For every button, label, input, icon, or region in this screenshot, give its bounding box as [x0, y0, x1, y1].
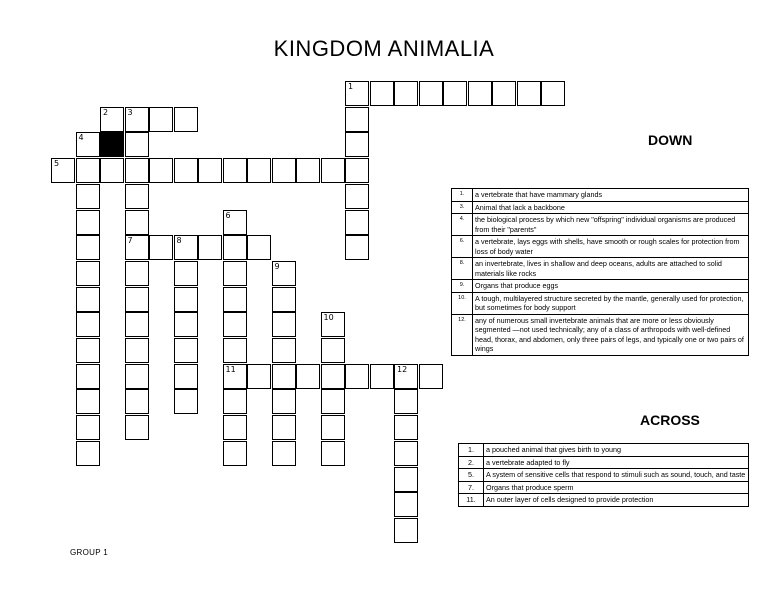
crossword-cell[interactable] — [174, 107, 198, 132]
crossword-cell[interactable] — [492, 81, 516, 106]
down-clue-row — [452, 201, 749, 214]
across-clue-number: 2. — [459, 456, 484, 469]
down-clue-text: A tough, multilayered structure secreted by the mantle, generally used for protection, but sometimes for body support — [473, 292, 749, 314]
crossword-cell[interactable] — [223, 441, 247, 466]
crossword-cell[interactable] — [419, 364, 443, 389]
crossword-cell[interactable] — [272, 312, 296, 337]
across-clue-row — [459, 444, 749, 457]
crossword-cell[interactable] — [76, 338, 100, 363]
down-heading: DOWN — [648, 132, 693, 148]
crossword-cell[interactable] — [272, 441, 296, 466]
crossword-cell[interactable] — [247, 158, 271, 183]
cell-number: 8 — [176, 236, 182, 246]
crossword-cell[interactable] — [223, 158, 247, 183]
crossword-cell[interactable] — [443, 81, 467, 106]
crossword-cell[interactable] — [76, 287, 100, 312]
crossword-cell[interactable] — [76, 441, 100, 466]
black-cell — [100, 132, 124, 157]
crossword-cell[interactable] — [76, 132, 100, 157]
crossword-cell[interactable] — [223, 287, 247, 312]
across-clue-row — [459, 456, 749, 469]
crossword-cell[interactable] — [296, 158, 320, 183]
crossword-cell[interactable] — [174, 287, 198, 312]
crossword-cell[interactable] — [76, 389, 100, 414]
down-clue-number: 8. — [452, 258, 473, 280]
crossword-cell[interactable] — [174, 364, 198, 389]
page-title: KINGDOM ANIMALIA — [273, 36, 495, 61]
down-clue-number: 12. — [452, 314, 473, 355]
crossword-cell[interactable] — [125, 132, 149, 157]
crossword-cell[interactable] — [345, 364, 369, 389]
crossword-cell[interactable] — [321, 389, 345, 414]
cell-number: 9 — [274, 261, 280, 271]
crossword-cell[interactable] — [76, 261, 100, 286]
crossword-cell[interactable] — [394, 518, 418, 543]
across-clue-text: a pouched animal that gives birth to young — [484, 444, 749, 457]
cell-number: 10 — [323, 313, 334, 323]
crossword-cell[interactable] — [370, 81, 394, 106]
crossword-cell[interactable] — [272, 287, 296, 312]
crossword-cell[interactable] — [125, 415, 149, 440]
down-clue-number: 10. — [452, 292, 473, 314]
crossword-cell[interactable] — [51, 158, 75, 183]
down-clue-text: the biological process by which new "offspring" individual organisms are produced from their "parents" — [473, 214, 749, 236]
down-clue-row — [452, 214, 749, 236]
cell-number: 7 — [127, 236, 133, 246]
group-label: GROUP 1 — [70, 548, 108, 557]
crossword-cell[interactable] — [272, 415, 296, 440]
crossword-cell[interactable] — [198, 235, 222, 260]
crossword-cell[interactable] — [174, 312, 198, 337]
crossword-cell[interactable] — [223, 261, 247, 286]
crossword-cell[interactable] — [223, 312, 247, 337]
crossword-cell[interactable] — [223, 364, 247, 389]
crossword-cell[interactable] — [125, 235, 149, 260]
crossword-cell[interactable] — [125, 210, 149, 235]
crossword-cell[interactable] — [149, 158, 173, 183]
crossword-cell[interactable] — [468, 81, 492, 106]
crossword-cell[interactable] — [174, 261, 198, 286]
crossword-cell[interactable] — [321, 312, 345, 337]
crossword-cell[interactable] — [321, 364, 345, 389]
crossword-cell[interactable] — [272, 364, 296, 389]
down-clue-number: 3. — [452, 201, 473, 214]
crossword-cell[interactable] — [125, 184, 149, 209]
crossword-cell[interactable] — [296, 364, 320, 389]
crossword-cell[interactable] — [125, 107, 149, 132]
crossword-cell[interactable] — [174, 235, 198, 260]
crossword-cell[interactable] — [149, 107, 173, 132]
across-clue-number: 5. — [459, 469, 484, 482]
crossword-cell[interactable] — [247, 364, 271, 389]
crossword-cell[interactable] — [345, 184, 369, 209]
crossword-cell[interactable] — [321, 441, 345, 466]
down-clue-text: an invertebrate, lives in shallow and deep oceans, adults are attached to solid materials like rocks — [473, 258, 749, 280]
across-clue-row — [459, 481, 749, 494]
crossword-cell[interactable] — [76, 158, 100, 183]
crossword-cell[interactable] — [125, 389, 149, 414]
crossword-cell[interactable] — [125, 287, 149, 312]
down-clue-number: 4. — [452, 214, 473, 236]
down-clue-row — [452, 258, 749, 280]
crossword-cell[interactable] — [394, 415, 418, 440]
crossword-cell[interactable] — [370, 364, 394, 389]
crossword-cell[interactable] — [76, 312, 100, 337]
crossword-cell[interactable] — [517, 81, 541, 106]
crossword-cell[interactable] — [419, 81, 443, 106]
crossword-cell[interactable] — [125, 312, 149, 337]
crossword-cell[interactable] — [345, 210, 369, 235]
across-clue-text: An outer layer of cells designed to provide protection — [484, 494, 749, 507]
cell-number: 2 — [103, 107, 109, 117]
crossword-cell[interactable] — [174, 389, 198, 414]
crossword-cell[interactable] — [223, 415, 247, 440]
down-clue-row — [452, 236, 749, 258]
down-clue-text: a vertebrate, lays eggs with shells, have smooth or rough scales for protection from loss of body water — [473, 236, 749, 258]
crossword-cell[interactable] — [394, 81, 418, 106]
crossword-cell[interactable] — [394, 492, 418, 517]
down-clue-row — [452, 314, 749, 355]
crossword-cell[interactable] — [394, 389, 418, 414]
crossword-cell[interactable] — [76, 235, 100, 260]
cell-number: 1 — [348, 82, 354, 91]
across-clue-number: 1. — [459, 444, 484, 457]
down-clue-row — [452, 189, 749, 202]
crossword-cell[interactable] — [394, 467, 418, 492]
down-clue-number: 1. — [452, 189, 473, 202]
crossword-cell[interactable] — [125, 364, 149, 389]
down-clue-text: any of numerous small invertebrate animals that are more or less obviously segmented —not used technically; any of a class of arthropods with well-defined head, thorax, and abdomen, only three pairs of legs, and typically one or two pairs of wings — [473, 314, 749, 355]
crossword-cell[interactable] — [345, 81, 369, 106]
crossword-cell[interactable] — [345, 132, 369, 157]
crossword-cell[interactable] — [394, 364, 418, 389]
cell-number: 5 — [54, 159, 60, 169]
crossword-cell[interactable] — [223, 235, 247, 260]
crossword-cell[interactable] — [125, 261, 149, 286]
crossword-cell[interactable] — [125, 338, 149, 363]
cell-number: 3 — [127, 107, 133, 117]
crossword-cell[interactable] — [76, 415, 100, 440]
down-clue-text: Animal that lack a backbone — [473, 201, 749, 214]
cell-number: 4 — [78, 133, 84, 143]
down-clue-row — [452, 292, 749, 314]
crossword-cell[interactable] — [345, 235, 369, 260]
crossword-cell[interactable] — [223, 210, 247, 235]
crossword-cell[interactable] — [272, 261, 296, 286]
down-clue-row — [452, 280, 749, 293]
crossword-cell[interactable] — [174, 338, 198, 363]
cell-number: 11 — [225, 364, 236, 374]
crossword-cell[interactable] — [247, 235, 271, 260]
crossword-cell[interactable] — [223, 389, 247, 414]
across-clue-row — [459, 494, 749, 507]
cell-number: 6 — [225, 210, 231, 220]
crossword-cell[interactable] — [345, 158, 369, 183]
down-clue-number: 9. — [452, 280, 473, 293]
crossword-cell[interactable] — [272, 158, 296, 183]
crossword-cell[interactable] — [223, 338, 247, 363]
crossword-cell[interactable] — [174, 158, 198, 183]
crossword-cell[interactable] — [125, 158, 149, 183]
crossword-cell[interactable] — [321, 415, 345, 440]
across-clue-number: 11. — [459, 494, 484, 507]
crossword-cell[interactable] — [272, 389, 296, 414]
crossword-cell[interactable] — [394, 441, 418, 466]
across-heading: ACROSS — [640, 412, 700, 428]
across-clue-text: a vertebrate adapted to fly — [484, 456, 749, 469]
down-clue-text: Organs that produce eggs — [473, 280, 749, 293]
crossword-cell[interactable] — [272, 338, 296, 363]
across-clue-text: Organs that produce sperm — [484, 481, 749, 494]
across-clue-row — [459, 469, 749, 482]
down-clues-table — [451, 188, 749, 356]
across-clue-text: A system of sensitive cells that respond to stimuli such as sound, touch, and taste — [484, 469, 749, 482]
crossword-cell[interactable] — [345, 107, 369, 132]
crossword-cell[interactable] — [149, 235, 173, 260]
crossword-cell[interactable] — [76, 184, 100, 209]
crossword-cell[interactable] — [100, 107, 124, 132]
crossword-cell[interactable] — [100, 158, 124, 183]
crossword-cell[interactable] — [76, 364, 100, 389]
down-clue-number: 6. — [452, 236, 473, 258]
crossword-cell[interactable] — [198, 158, 222, 183]
across-clues-table — [458, 443, 749, 507]
crossword-cell[interactable] — [541, 81, 565, 106]
down-clue-text: a vertebrate that have mammary glands — [473, 189, 749, 202]
crossword-cell[interactable] — [321, 158, 345, 183]
crossword-cell[interactable] — [321, 338, 345, 363]
cell-number: 12 — [397, 364, 408, 374]
across-clue-number: 7. — [459, 481, 484, 494]
crossword-cell[interactable] — [76, 210, 100, 235]
